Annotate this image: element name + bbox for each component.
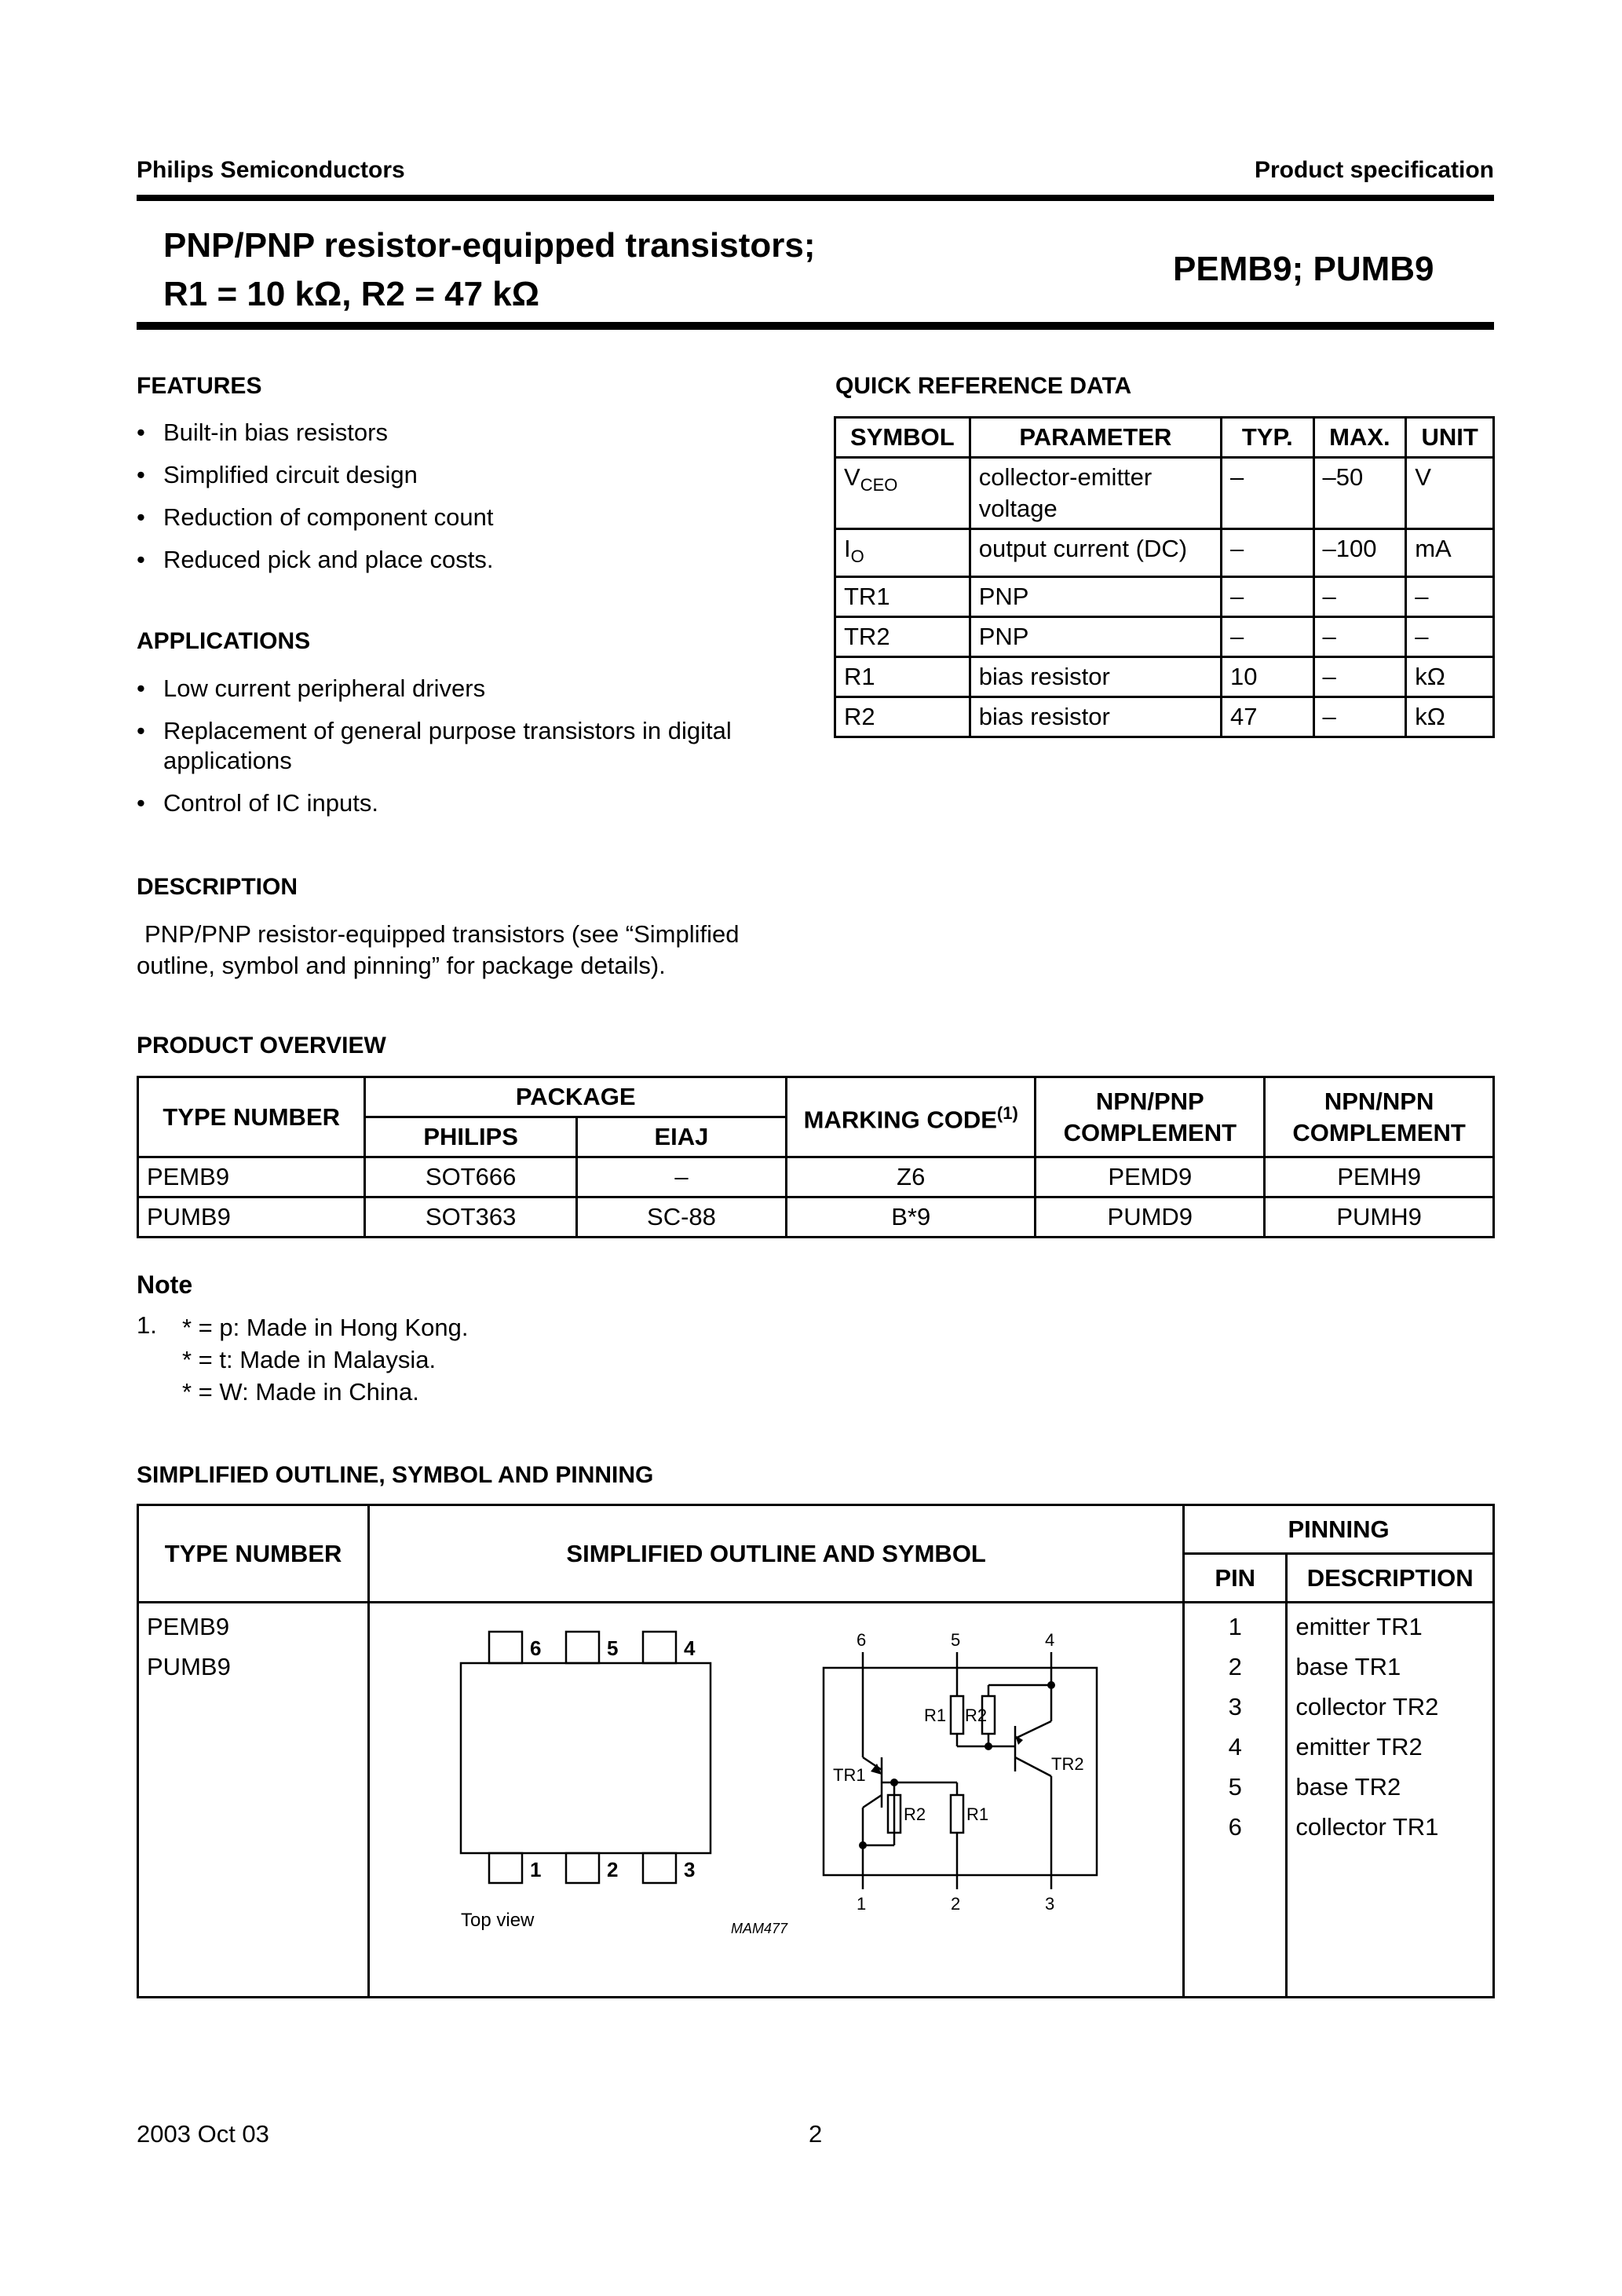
pin-description: collector TR2 <box>1295 1693 1439 1720</box>
parameter-cell: output current (DC) <box>970 529 1221 577</box>
document-type: Product specification <box>1254 157 1494 183</box>
pin-description: base TR2 <box>1295 1773 1401 1801</box>
unit-cell: kΩ <box>1406 657 1494 697</box>
eiaj-cell: SC-88 <box>576 1197 786 1238</box>
pin-pad-4 <box>643 1632 676 1663</box>
col-outline-symbol: SIMPLIFIED OUTLINE AND SYMBOL <box>369 1505 1184 1603</box>
table-row <box>835 697 1494 737</box>
part-numbers: PEMB9; PUMB9 <box>1173 250 1434 288</box>
col-eiaj: EIAJ <box>576 1117 786 1157</box>
company-name: Philips Semiconductors <box>137 157 405 183</box>
typ-cell: – <box>1222 577 1314 617</box>
product-overview-table <box>137 1076 1495 1238</box>
eiaj-cell: – <box>576 1157 786 1197</box>
pin-pad-5 <box>566 1632 599 1663</box>
table-row <box>835 657 1494 697</box>
pin-number: 2 <box>1228 1653 1242 1680</box>
r2-bottom-label: R2 <box>904 1804 926 1824</box>
pin-pad-3 <box>643 1853 676 1883</box>
pin-list-cell <box>1184 1603 1287 1998</box>
applications-heading: APPLICATIONS <box>137 628 311 654</box>
pin-number: 5 <box>1228 1773 1242 1801</box>
npn-npn-cell: PEMH9 <box>1265 1157 1494 1197</box>
unit-cell: kΩ <box>1406 697 1494 737</box>
table-row <box>138 1197 1494 1238</box>
col-parameter: PARAMETER <box>970 418 1221 458</box>
marking-cell: B*9 <box>787 1197 1036 1238</box>
pin-description-cell <box>1287 1603 1494 1998</box>
table-header-row <box>835 418 1494 458</box>
typ-cell: – <box>1222 529 1314 577</box>
tr1-label: TR1 <box>833 1765 866 1785</box>
parameter-cell: PNP <box>970 617 1221 657</box>
features-heading: FEATURES <box>137 373 262 399</box>
pin-pad-1 <box>489 1853 522 1883</box>
max-cell: – <box>1313 697 1406 737</box>
header-rule-top <box>137 195 1494 201</box>
col-description: DESCRIPTION <box>1287 1554 1494 1603</box>
note-line: * = W: Made in China. <box>182 1378 419 1406</box>
npn-npn-cell: PUMH9 <box>1265 1197 1494 1238</box>
page-number: 2 <box>809 2120 823 2148</box>
type-cell: PEMB9 <box>138 1157 365 1197</box>
col-pin: PIN <box>1184 1554 1287 1603</box>
col-npn-npn-complement: NPN/NPN COMPLEMENT <box>1265 1077 1494 1157</box>
typ-cell: – <box>1222 458 1314 529</box>
outline-pin-label: 3 <box>684 1858 696 1881</box>
table-row <box>138 1157 1494 1197</box>
col-typ: TYP. <box>1222 418 1314 458</box>
tr2-label: TR2 <box>1051 1754 1084 1774</box>
philips-cell: SOT363 <box>365 1197 576 1238</box>
quick-reference-table <box>834 416 1495 738</box>
table-header-row <box>138 1505 1494 1554</box>
max-cell: –50 <box>1313 458 1406 529</box>
note-line: * = t: Made in Malaysia. <box>182 1346 437 1373</box>
parameter-cell: PNP <box>970 577 1221 617</box>
table-header-row <box>138 1077 1494 1117</box>
pinning-heading: SIMPLIFIED OUTLINE, SYMBOL AND PINNING <box>137 1462 654 1488</box>
npn-pnp-cell: PUMD9 <box>1036 1197 1265 1238</box>
pin-number: 1 <box>1228 1613 1242 1640</box>
typ-cell: – <box>1222 617 1314 657</box>
symbol-pin-label: 2 <box>951 1894 961 1914</box>
table-row <box>835 577 1494 617</box>
col-marking-code: MARKING CODE$^{(1)}$ <box>787 1077 1036 1157</box>
philips-cell: SOT666 <box>365 1157 576 1197</box>
table-row <box>138 1603 1494 1998</box>
symbol-pin-label: 3 <box>1045 1894 1055 1914</box>
type-cell: PUMB9 <box>138 1197 365 1238</box>
outline-pin-label: 4 <box>684 1636 696 1660</box>
header-rule-bottom <box>137 322 1494 330</box>
list-item: • Replacement of general purpose transistors in digital applications <box>137 716 796 776</box>
npn-pnp-cell: PEMD9 <box>1036 1157 1265 1197</box>
title-line-1: PNP/PNP resistor-equipped transistors; <box>163 226 816 265</box>
pin-description: collector TR1 <box>1295 1813 1439 1841</box>
pin-number: 6 <box>1228 1813 1242 1841</box>
pin-description: emitter TR2 <box>1295 1733 1423 1760</box>
symbol-cell: R1 <box>835 657 970 697</box>
parameter-cell: bias resistor <box>970 697 1221 737</box>
list-item: • Low current peripheral drivers <box>137 674 796 704</box>
note-lines <box>182 1311 469 1408</box>
features-list <box>137 418 796 587</box>
max-cell: – <box>1313 577 1406 617</box>
pin-number: 4 <box>1228 1733 1242 1760</box>
package-outline <box>461 1632 711 1883</box>
table-row <box>835 529 1494 577</box>
pin-pad-6 <box>489 1632 522 1663</box>
outline-symbol-cell <box>369 1603 1184 1998</box>
col-symbol: SYMBOL <box>835 418 970 458</box>
unit-cell: – <box>1406 617 1494 657</box>
note-number: 1. <box>137 1311 157 1339</box>
note-line: * = p: Made in Hong Kong. <box>182 1314 469 1341</box>
symbol-cell: $V_{CEO}$ <box>835 458 970 529</box>
parameter-cell: collector-emitter voltage <box>970 458 1221 529</box>
outline-pin-label: 1 <box>530 1858 542 1881</box>
parameter-cell: bias resistor <box>970 657 1221 697</box>
pin-pad-2 <box>566 1853 599 1883</box>
col-pinning: PINNING <box>1184 1505 1494 1554</box>
outline-and-symbol-diagram <box>370 1603 1180 1994</box>
list-item: • Built-in bias resistors <box>137 418 796 448</box>
r1-bottom-label: R1 <box>966 1804 989 1824</box>
col-philips: PHILIPS <box>365 1117 576 1157</box>
typ-cell: 10 <box>1222 657 1314 697</box>
symbol-cell: $I_O$ <box>835 529 970 577</box>
symbol-cell: R2 <box>835 697 970 737</box>
note-heading: Note <box>137 1270 193 1299</box>
list-item: • Simplified circuit design <box>137 460 796 490</box>
table-row <box>835 458 1494 529</box>
outline-pin-label: 2 <box>607 1858 619 1881</box>
symbol-pin-label: 6 <box>857 1630 867 1650</box>
page-title <box>163 221 816 319</box>
unit-cell: – <box>1406 577 1494 617</box>
col-package: PACKAGE <box>365 1077 787 1117</box>
pinning-table <box>137 1504 1495 1998</box>
r2-top-label: R2 <box>965 1706 988 1725</box>
footer-date: 2003 Oct 03 <box>137 2120 269 2148</box>
outline-pin-label: 5 <box>607 1636 619 1660</box>
max-cell: –100 <box>1313 529 1406 577</box>
description-text: PNP/PNP resistor-equipped transistors (see “Simplified outline, symbol and pinning” for package details). <box>137 920 740 979</box>
unit-cell: V <box>1406 458 1494 529</box>
unit-cell: mA <box>1406 529 1494 577</box>
list-item: • Reduction of component count <box>137 503 796 532</box>
marking-cell: Z6 <box>787 1157 1036 1197</box>
type-list-cell <box>138 1603 369 1998</box>
product-overview-heading: PRODUCT OVERVIEW <box>137 1033 386 1058</box>
title-line-2: R1 = 10 kΩ, R2 = 47 kΩ <box>163 275 540 313</box>
max-cell: – <box>1313 657 1406 697</box>
pin-description: emitter TR1 <box>1295 1613 1423 1640</box>
symbol-cell: TR2 <box>835 617 970 657</box>
quick-reference-heading: QUICK REFERENCE DATA <box>835 373 1132 399</box>
top-view-caption: Top view <box>461 1910 535 1931</box>
package-body <box>461 1663 711 1853</box>
table-row <box>835 617 1494 657</box>
col-type-number: TYPE NUMBER <box>138 1505 369 1603</box>
pin-number: 3 <box>1228 1693 1242 1720</box>
type-item: PEMB9 <box>147 1613 230 1640</box>
type-item: PUMB9 <box>147 1653 231 1680</box>
col-unit: UNIT <box>1406 418 1494 458</box>
typ-cell: 47 <box>1222 697 1314 737</box>
symbol-cell: TR1 <box>835 577 970 617</box>
outline-pin-label: 6 <box>530 1636 542 1660</box>
description-heading: DESCRIPTION <box>137 874 298 900</box>
symbol-pin-label: 1 <box>857 1894 867 1914</box>
col-npn-pnp-complement: NPN/PNP COMPLEMENT <box>1036 1077 1265 1157</box>
r1-top-label: R1 <box>924 1706 947 1725</box>
symbol-pin-label: 4 <box>1045 1630 1055 1650</box>
list-item: • Reduced pick and place costs. <box>137 545 796 575</box>
applications-list <box>137 674 796 831</box>
drawing-code: MAM477 <box>731 1921 788 1936</box>
pin-description: base TR1 <box>1295 1653 1401 1680</box>
max-cell: – <box>1313 617 1406 657</box>
col-max: MAX. <box>1313 418 1406 458</box>
col-type-number: TYPE NUMBER <box>138 1077 365 1157</box>
symbol-pin-label: 5 <box>951 1630 961 1650</box>
list-item: • Control of IC inputs. <box>137 788 796 818</box>
